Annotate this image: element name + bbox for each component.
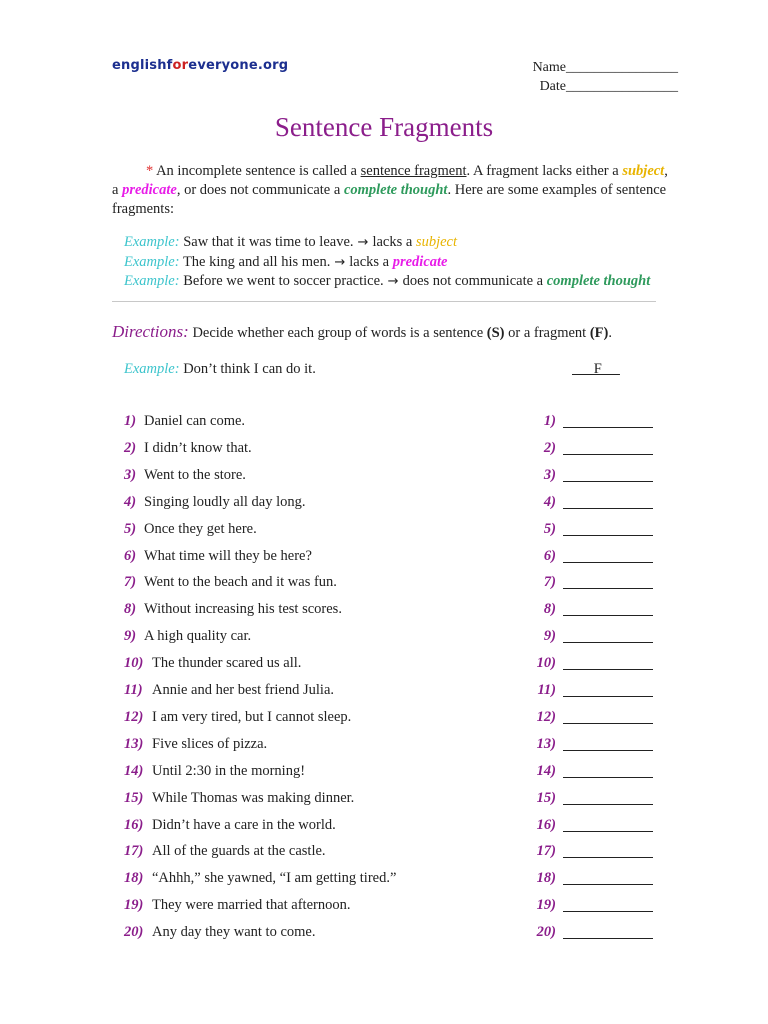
item-number: 13)	[124, 735, 144, 752]
answer-number: 2)	[543, 439, 556, 456]
item-number: 7)	[124, 574, 137, 591]
date-field: Date________________	[539, 79, 678, 94]
answer-blank[interactable]	[563, 804, 653, 805]
answer-number: 9)	[543, 628, 556, 645]
exercise-row	[0, 467, 768, 489]
intro-text: An incomplete sentence is called a	[153, 163, 361, 179]
answer-blank[interactable]	[563, 427, 653, 428]
divider	[112, 301, 656, 302]
item-number: 3)	[124, 466, 137, 483]
example-text: Before we went to soccer practice.	[183, 273, 384, 289]
exercise-row	[0, 628, 768, 650]
example-line	[124, 233, 724, 253]
item-number: 15)	[124, 789, 144, 806]
example-label: Example:	[124, 253, 180, 270]
item-text: Went to the beach and it was fun.	[144, 574, 337, 591]
answer-blank[interactable]	[563, 535, 653, 536]
item-text: Once they get here.	[144, 520, 257, 537]
item-number: 14)	[124, 762, 144, 779]
answer-blank[interactable]	[563, 508, 653, 509]
exercise-row	[0, 897, 768, 919]
item-text: Annie and her best friend Julia.	[152, 682, 335, 698]
logo-text-or: or	[172, 58, 189, 73]
item-number: 2)	[124, 439, 137, 456]
answer-blank[interactable]	[563, 750, 653, 751]
answer-number: 14)	[536, 762, 556, 779]
logo-text-domain: everyone.org	[188, 58, 289, 73]
example-line	[124, 272, 724, 292]
sample-answer: F	[572, 361, 620, 377]
item-text: Without increasing his test scores.	[144, 601, 342, 618]
answer-number: 20)	[536, 924, 556, 941]
exercise-row	[0, 870, 768, 892]
example-note: lacks a	[372, 234, 416, 250]
answer-number: 18)	[536, 870, 556, 887]
item-text: Five slices of pizza.	[152, 735, 268, 752]
exercise-row	[0, 574, 768, 596]
exercise-row	[0, 817, 768, 839]
fragment-code: (F)	[589, 325, 609, 341]
answer-number: 19)	[536, 897, 556, 914]
item-text: I didn’t know that.	[144, 439, 252, 456]
item-number: 1)	[124, 413, 137, 429]
example-term: complete thought	[546, 273, 651, 289]
item-number: 9)	[124, 628, 137, 645]
intro-text: . Here are some examples of sentence fragments:	[112, 182, 667, 217]
directions-text: .	[608, 325, 612, 341]
answer-blank[interactable]	[563, 615, 653, 616]
item-text: What time will they be here?	[144, 547, 312, 564]
fragment-term: sentence fragment	[360, 163, 467, 179]
example-note: lacks a	[349, 253, 393, 270]
item-number: 6)	[124, 547, 137, 564]
answer-number: 8)	[543, 601, 556, 618]
page-title: Sentence Fragments	[274, 112, 494, 142]
example-line	[124, 253, 724, 273]
item-text: I am very tired, but I cannot sleep.	[152, 708, 352, 725]
answer-blank[interactable]	[563, 857, 653, 858]
exercise-row	[0, 736, 768, 758]
intro-paragraph	[112, 162, 672, 219]
item-number: 18)	[124, 870, 144, 887]
exercise-row	[0, 763, 768, 785]
answer-blank[interactable]	[563, 831, 653, 832]
exercise-row	[0, 601, 768, 623]
example-label: Example:	[124, 273, 180, 289]
arrow-icon: →	[334, 254, 346, 270]
star-icon: *	[146, 163, 154, 179]
item-number: 11)	[124, 682, 143, 698]
item-text: A high quality car.	[144, 628, 252, 645]
item-text: “Ahhh,” she yawned, “I am getting tired.”	[152, 870, 397, 887]
exercise-row	[0, 790, 768, 812]
answer-blank[interactable]	[563, 562, 653, 563]
sample-text: Don’t think I can do it.	[183, 361, 316, 377]
item-text: The thunder scared us all.	[152, 655, 302, 672]
item-number: 12)	[124, 708, 144, 725]
answer-blank[interactable]	[563, 696, 653, 697]
item-number: 19)	[124, 897, 144, 914]
item-number: 5)	[124, 520, 137, 537]
sentence-code: (S)	[486, 325, 505, 341]
exercise-row	[0, 494, 768, 516]
exercise-row	[0, 440, 768, 462]
answer-number: 17)	[536, 843, 556, 860]
directions	[112, 322, 672, 342]
directions-text: Decide whether each group of words is a sentence	[188, 325, 487, 341]
intro-text: . A fragment lacks either a	[466, 163, 623, 179]
exercise-row	[0, 709, 768, 731]
answer-number: 3)	[543, 466, 556, 483]
answer-blank[interactable]	[563, 777, 653, 778]
answer-blank[interactable]	[563, 938, 653, 939]
exercise-row	[0, 413, 768, 435]
directions-label: Directions:	[112, 322, 189, 341]
exercise-row	[0, 655, 768, 677]
answer-number: 10)	[536, 655, 556, 672]
item-text: While Thomas was making dinner.	[152, 789, 355, 806]
example-term: predicate	[392, 253, 448, 270]
answer-number: 5)	[543, 520, 556, 537]
item-number: 16)	[124, 816, 144, 833]
logo-text: englishf	[112, 58, 173, 73]
item-text: They were married that afternoon.	[152, 897, 351, 914]
predicate-term: predicate	[122, 182, 177, 198]
site-logo	[112, 58, 288, 73]
item-text: Went to the store.	[144, 466, 246, 483]
answer-number: 4)	[543, 493, 556, 510]
item-text: All of the guards at the castle.	[152, 843, 326, 860]
item-text: Didn’t have a care in the world.	[152, 816, 336, 833]
arrow-icon: →	[357, 235, 369, 250]
answer-number: 6)	[543, 547, 556, 564]
answer-blank[interactable]	[563, 911, 653, 912]
exercise-row	[0, 521, 768, 543]
item-number: 10)	[124, 655, 144, 672]
exercise-row	[0, 682, 768, 704]
answer-blank[interactable]	[563, 642, 653, 643]
answer-number: 1)	[543, 413, 556, 429]
example-label: Example:	[124, 234, 180, 250]
exercise-row	[0, 548, 768, 570]
answer-blank[interactable]	[563, 454, 653, 455]
item-text: Until 2:30 in the morning!	[152, 762, 306, 779]
intro-text: , or does not communicate a	[176, 182, 344, 198]
answer-blank[interactable]	[563, 588, 653, 589]
example-text: The king and all his men.	[182, 253, 331, 270]
sample-label: Example:	[124, 361, 180, 377]
answer-number: 7)	[543, 574, 556, 591]
answer-blank[interactable]	[563, 723, 653, 724]
item-number: 4)	[124, 493, 137, 510]
item-number: 17)	[124, 843, 144, 860]
arrow-icon: →	[387, 274, 399, 289]
name-date-block	[533, 58, 678, 96]
answer-number: 13)	[536, 735, 556, 752]
name-field: Name________________	[532, 60, 678, 75]
example-note: does not communicate a	[402, 273, 547, 289]
answer-number: 12)	[536, 708, 556, 725]
complete-thought-term: complete thought	[343, 182, 448, 198]
example-term: subject	[415, 234, 457, 250]
answer-number: 15)	[536, 789, 556, 806]
answer-number: 11)	[537, 682, 556, 698]
exercise-row	[0, 924, 768, 946]
item-text: Singing loudly all day long.	[144, 493, 306, 510]
item-text: Daniel can come.	[144, 413, 246, 429]
answer-blank[interactable]	[563, 884, 653, 885]
intro-text: , a	[112, 163, 668, 198]
item-number: 20)	[124, 924, 144, 941]
answer-blank[interactable]	[563, 669, 653, 670]
answer-number: 16)	[536, 816, 556, 833]
item-text: Any day they want to come.	[152, 924, 316, 941]
example-text: Saw that it was time to leave.	[183, 234, 354, 250]
subject-term: subject	[622, 163, 665, 179]
item-number: 8)	[124, 601, 137, 618]
answer-blank[interactable]	[563, 481, 653, 482]
directions-text: or a fragment	[504, 325, 590, 341]
examples-block	[124, 233, 724, 292]
exercise-row	[0, 843, 768, 865]
